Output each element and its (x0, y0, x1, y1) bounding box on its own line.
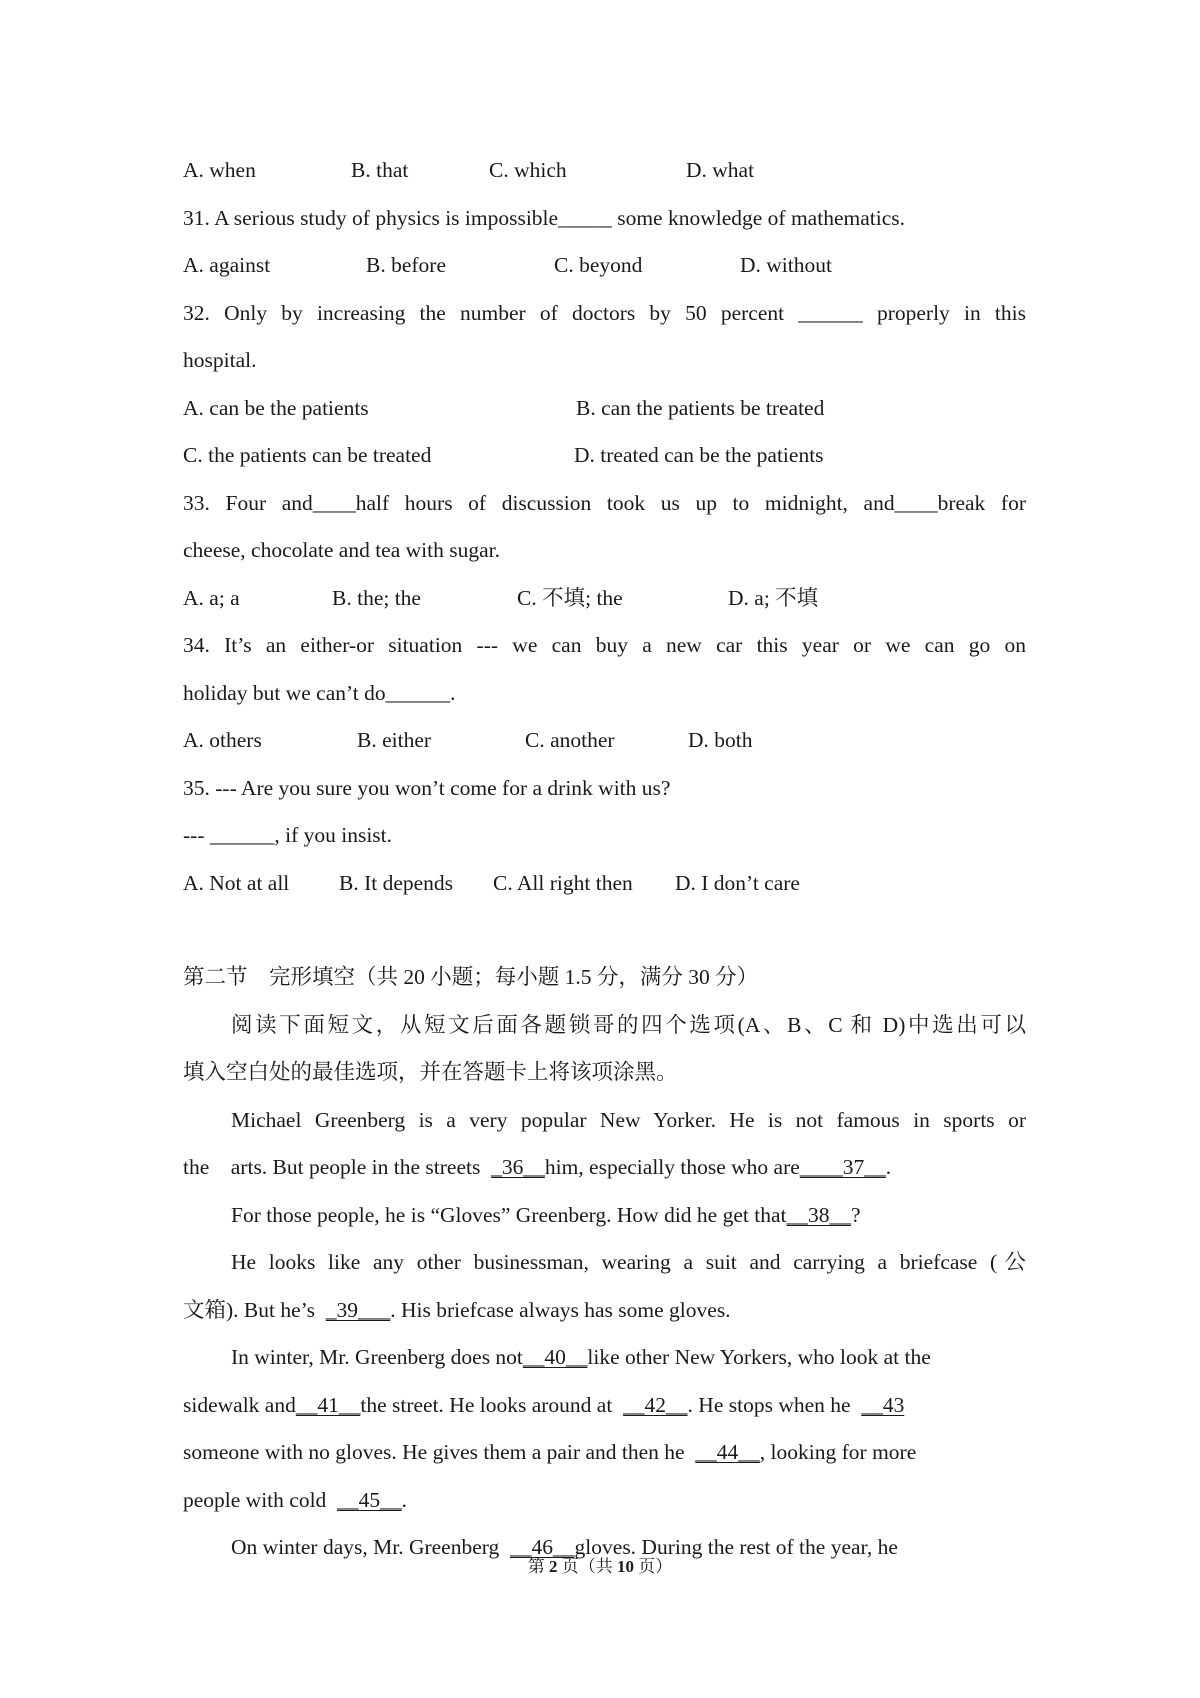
q32-stem-line1: 32. Only by increasing the number of doctors by 50 percent ______ properly in this (183, 301, 1026, 325)
q35-option-c: C. All right then (493, 871, 633, 895)
passage-p4-line3-b: , looking for more (759, 1440, 917, 1464)
blank-40: __40__ (522, 1345, 588, 1369)
q35-stem-line1: 35. --- Are you sure you won’t come for a drink with us? (183, 776, 671, 800)
q34-options (183, 723, 1026, 757)
passage-p4-line2-b: the street. He looks around at (360, 1393, 624, 1417)
blank-42: __42__ (623, 1393, 688, 1417)
q32-options-row2 (183, 438, 1026, 472)
q31-stem-b: some knowledge of mathematics. (611, 206, 905, 230)
passage-p4-line2-c: . He stops when he (687, 1393, 862, 1417)
passage-p4-line4-a: people with cold (183, 1488, 338, 1512)
passage-p4-line4 (183, 1483, 1026, 1517)
blank-43: __43 (861, 1393, 905, 1417)
q34-option-d: D. both (688, 728, 753, 752)
q30-option-d: D. what (686, 158, 755, 182)
q30-option-b: B. that (351, 158, 409, 182)
passage-p2 (183, 1198, 1026, 1232)
passage-p4-line1 (183, 1340, 1026, 1374)
blank-46: __46__ (510, 1535, 575, 1559)
q31-blank: _____ (558, 206, 612, 230)
q35-options (183, 866, 1026, 900)
passage-p5-a: On winter days, Mr. Greenberg (231, 1535, 511, 1559)
passage-p1-line2-b: him, especially those who are (544, 1155, 800, 1179)
section2-heading: 第二节 完形填空（共 20 小题；每小题 1.5 分，满分 30 分） (183, 965, 759, 989)
q35-stem-line2: --- ______, if you insist. (183, 823, 393, 847)
footer-page-number: 2 (549, 1557, 558, 1576)
section2-instructions-line2: 填入空白处的最佳选项，并在答题卡上将该项涂黑。 (183, 1060, 678, 1084)
q31-option-b: B. before (366, 253, 446, 277)
q35-option-a: A. Not at all (183, 871, 290, 895)
q34-option-a: A. others (183, 728, 262, 752)
passage-p1-line2-a: the arts. But people in the streets (183, 1155, 492, 1179)
footer-a: 第 (527, 1557, 549, 1576)
passage-p3-line1: He looks like any other businessman, wearing a suit and carrying a briefcase (公 (231, 1250, 1026, 1274)
q33-option-d: D. a; 不填 (728, 586, 819, 610)
q32-option-b: B. can the patients be treated (576, 396, 825, 420)
q31-option-d: D. without (740, 253, 832, 277)
q35-option-d: D. I don’t care (675, 871, 800, 895)
q30-option-c: C. which (489, 158, 567, 182)
q34-stem-line2: holiday but we can’t do______. (183, 681, 456, 705)
q31-option-a: A. against (183, 253, 271, 277)
q33-option-c: C. 不填; the (517, 586, 623, 610)
footer-b: 页（共 (557, 1557, 617, 1576)
blank-36: _36__ (491, 1155, 545, 1179)
passage-p1-line2-c: . (885, 1155, 892, 1179)
page-footer (0, 1555, 1200, 1579)
q32-option-a: A. can be the patients (183, 396, 369, 420)
q31-options (183, 248, 1026, 282)
q33-option-b: B. the; the (332, 586, 421, 610)
passage-p1-line1: Michael Greenberg is a very popular New Yorker. He is not famous in sports or (231, 1108, 1026, 1132)
passage-p1-line2 (183, 1150, 1026, 1184)
passage-p4-line3 (183, 1435, 1026, 1469)
q33-options (183, 581, 1026, 615)
blank-38: __38__ (786, 1203, 851, 1227)
q34-option-b: B. either (357, 728, 432, 752)
passage-p3-line2-b: . His briefcase always has some gloves. (390, 1298, 731, 1322)
q31-stem-a: 31. A serious study of physics is impossible (183, 206, 559, 230)
blank-41: __41__ (295, 1393, 361, 1417)
passage-p3-line2-a: 文箱). But he’s (183, 1298, 326, 1322)
passage-p3-line2 (183, 1293, 1026, 1327)
blank-37: ____37__ (799, 1155, 886, 1179)
footer-total-pages: 10 (617, 1557, 634, 1576)
passage-p2-b: ? (850, 1203, 861, 1227)
q33-option-a: A. a; a (183, 586, 240, 610)
blank-39: _39___ (325, 1298, 391, 1322)
q32-option-c: C. the patients can be treated (183, 443, 432, 467)
q31-option-c: C. beyond (554, 253, 643, 277)
passage-p4-line3-a: someone with no gloves. He gives them a pair and then he (183, 1440, 696, 1464)
passage-p4-line1-a: In winter, Mr. Greenberg does not (231, 1345, 523, 1369)
q35-option-b: B. It depends (339, 871, 454, 895)
q30-option-a: A. when (183, 158, 256, 182)
passage-p4-line2 (183, 1388, 1026, 1422)
q30-options (183, 153, 1026, 187)
section2-instructions-line1: 阅读下面短文，从短文后面各题锁哥的四个选项(A、B、C 和 D)中选出可以 (231, 1013, 1026, 1037)
passage-p4-line2-a: sidewalk and (183, 1393, 296, 1417)
q31-stem (183, 201, 1026, 235)
q34-option-c: C. another (525, 728, 615, 752)
passage-p4-line4-b: . (401, 1488, 407, 1512)
q32-options-row1 (183, 391, 1026, 425)
q34-stem-line1: 34. It’s an either-or situation --- we can buy a new car this year or we can go on (183, 633, 1026, 657)
q33-stem-line1: 33. Four and____half hours of discussion took us up to midnight, and____break for (183, 491, 1026, 515)
blank-45: __45__ (337, 1488, 402, 1512)
q32-option-d: D. treated can be the patients (574, 443, 824, 467)
blank-44: __44__ (695, 1440, 760, 1464)
footer-c: 页） (634, 1557, 673, 1576)
passage-p2-a: For those people, he is “Gloves” Greenberg. How did he get that (231, 1203, 787, 1227)
passage-p4-line1-b: like other New Yorkers, who look at the (587, 1345, 931, 1369)
q32-stem-line2: hospital. (183, 348, 257, 372)
q33-stem-line2: cheese, chocolate and tea with sugar. (183, 538, 500, 562)
passage-p5-b: gloves. During the rest of the year, he (574, 1535, 898, 1559)
